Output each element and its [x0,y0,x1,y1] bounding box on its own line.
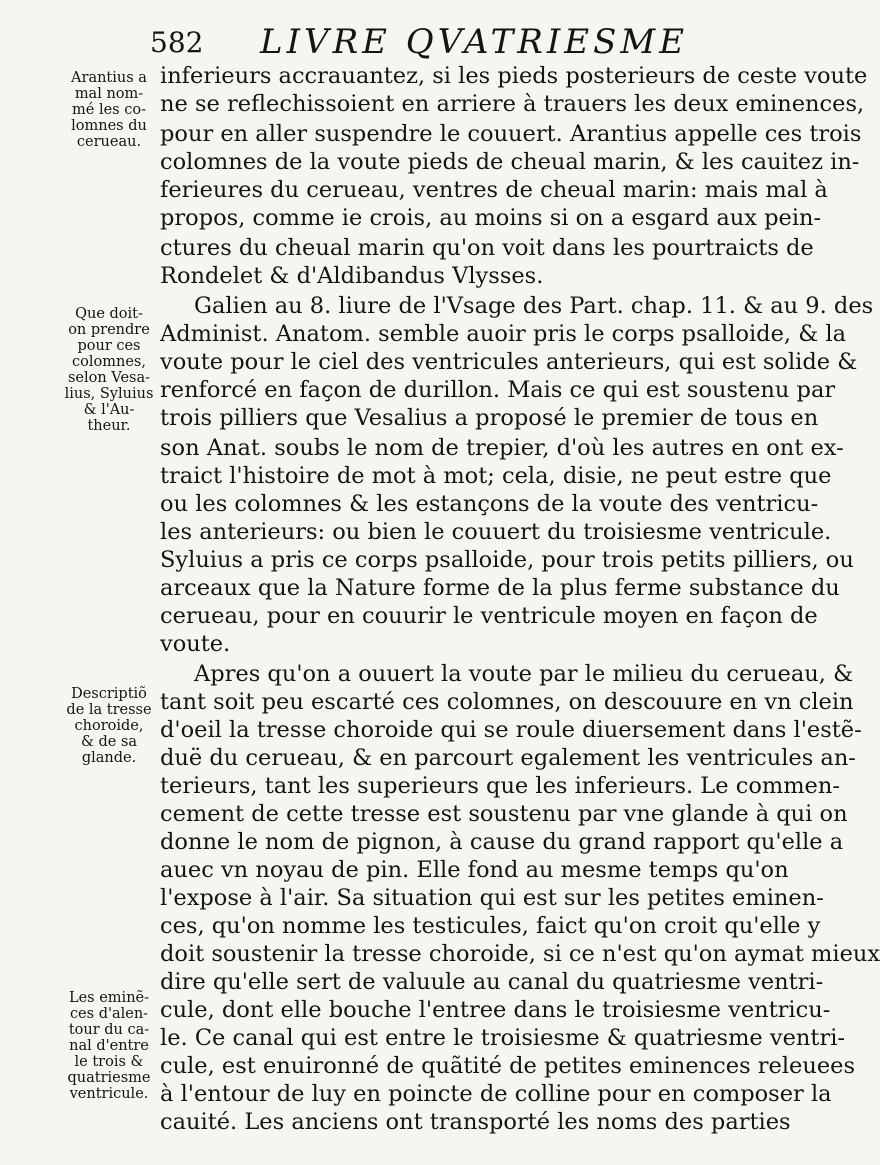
body-line: ou les colomnes & les estançons de la voute des ventricu- [160,491,819,517]
body-line: cerueau, pour en couurir le ventricule moyen en façon de [160,603,818,629]
body-line: arceaux que la Nature forme de la plus ferme substance du [160,575,840,601]
body-line: donne le nom de pignon, à cause du grand rapport qu'elle a [160,829,844,855]
margin-note-tresse-choroide: Descriptiõ de la tresse choroide, & de sa glande. [66,686,152,766]
body-line: cauité. Les anciens ont transporté les noms des parties [160,1109,791,1135]
margin-note-colomnes: Que doit- on prendre pour ces colomnes, selon Vesa- lius, Syluius & l'Au- theur. [64,306,154,434]
body-line: l'expose à l'air. Sa situation qui est sur les petites eminen- [160,885,824,911]
body-line: ces, qu'on nomme les testicules, faict qu'on croit qu'elle y [160,913,821,939]
body-line: duë du cerueau, & en parcourt egalement les ventricules an- [160,745,856,771]
page-number: 582 [150,26,204,59]
body-line: dire qu'elle sert de valuule au canal du quatriesme ventri- [160,969,824,995]
body-line: colomnes de la voute pieds de cheual marin, & les cauitez in- [160,149,860,175]
body-line: traict l'histoire de mot à mot; cela, disie, ne peut estre que [160,463,832,489]
margin-note-arantius: Arantius a mal nom- mé les co- lomnes du cerueau. [71,70,147,150]
body-line: auec vn noyau de pin. Elle fond au mesme temps qu'on [160,857,789,883]
body-line: Apres qu'on a ouuert la voute par le milieu du cerueau, & [194,661,854,687]
body-line: ctures du cheual marin qu'on voit dans les pourtraicts de [160,235,814,261]
body-line: trois pilliers que Vesalius a proposé le premier de tous en [160,405,819,431]
body-line: doit soustenir la tresse choroide, si ce n'est qu'on aymat mieux [160,941,880,967]
body-line: Administ. Anatom. semble auoir pris le corps psalloide, & la [160,321,846,347]
body-line: ne se reflechissoient en arriere à trauers les deux eminences, [160,91,865,117]
body-line: inferieurs accrauantez, si les pieds posterieurs de ceste voute [160,63,868,89]
body-line: cule, dont elle bouche l'entree dans le troisiesme ventricu- [160,997,831,1023]
body-line: propos, comme ie crois, au moins si on a esgard aux pein- [160,205,822,231]
page-header [150,16,790,66]
running-title: LIVRE QVATRIESME [260,22,689,62]
body-line: d'oeil la tresse choroide qui se roule diuersement dans l'estẽ- [160,717,862,743]
body-line: pour en aller suspendre le couuert. Arantius appelle ces trois [160,121,862,147]
body-line: le. Ce canal qui est entre le troisiesme & quatriesme ventri- [160,1025,846,1051]
margin-note-eminences: Les eminẽ- ces d'alen- tour du ca- nal d'entre le trois & quatriesme ventricule. [67,990,151,1102]
body-line: cement de cette tresse est soustenu par vne glande à qui on [160,801,848,827]
body-line: Galien au 8. liure de l'Vsage des Part. chap. 11. & au 9. des [194,293,874,319]
body-line: voute. [160,631,231,657]
body-line: terieurs, tant les superieurs que les inferieurs. Le commen- [160,773,840,799]
body-line: Rondelet & d'Aldibandus Vlysses. [160,263,544,289]
body-line: renforcé en façon de durillon. Mais ce qui est soustenu par [160,377,836,403]
body-line: ferieures du cerueau, ventres de cheual marin: mais mal à [160,177,828,203]
body-line: Syluius a pris ce corps psalloide, pour trois petits pilliers, ou [160,547,854,573]
body-line: tant soit peu escarté ces colomnes, on descouure en vn clein [160,689,854,715]
body-line: cule, est enuironné de quãtité de petites eminences releuees [160,1053,856,1079]
body-line: à l'entour de luy en poincte de colline pour en composer la [160,1081,832,1107]
body-line: les anterieurs: ou bien le couuert du troisiesme ventricule. [160,519,832,545]
body-line: voute pour le ciel des ventricules anterieurs, qui est solide & [160,349,858,375]
body-line: son Anat. soubs le nom de trepier, d'où les autres en ont ex- [160,435,844,461]
